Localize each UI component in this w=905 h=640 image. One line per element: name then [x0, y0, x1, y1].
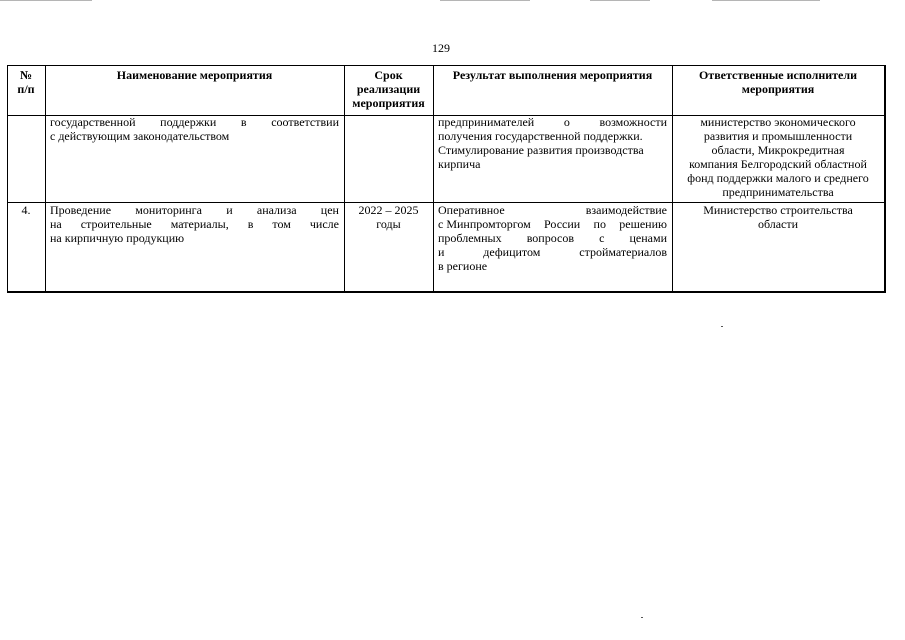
cell-name-line: с действующим законодательством — [50, 129, 230, 143]
word: поддержки — [160, 115, 217, 129]
cell-result-line — [438, 231, 667, 245]
word: предпринимателей — [438, 115, 535, 129]
cell-executors-line: Министерство строительства — [703, 203, 853, 217]
scan-mark — [440, 0, 530, 1]
header-name: Наименование мероприятия — [116, 68, 273, 82]
word: возможности — [599, 115, 667, 129]
word: материалы, — [170, 217, 229, 231]
table-column-rule — [7, 65, 8, 292]
scan-mark — [0, 0, 92, 1]
table-column-rule — [45, 65, 46, 292]
cell-num-line: 4. — [21, 203, 31, 217]
cell-term-line: годы — [376, 217, 401, 231]
page-number: 129 — [432, 41, 450, 55]
word: с Минпромторгом — [438, 217, 531, 231]
cell-result-line: кирпича — [438, 157, 481, 171]
cell-result-line: Стимулирование развития производства — [438, 143, 644, 157]
header-executors: мероприятия — [741, 82, 815, 96]
table-column-rule — [344, 65, 345, 292]
word: ценами — [629, 231, 667, 245]
word: по — [593, 217, 606, 231]
header-num: № — [19, 68, 33, 82]
cell-executors-line: министерство экономического — [700, 115, 856, 129]
scan-mark — [590, 0, 650, 1]
cell-result-line: в регионе — [438, 259, 488, 273]
scan-mark — [712, 0, 820, 1]
word: в — [247, 217, 254, 231]
word: Оперативное — [438, 203, 505, 217]
cell-name-line — [50, 203, 339, 217]
cell-result-line — [438, 115, 667, 129]
word: стройматериалов — [579, 245, 667, 259]
cell-term-line: 2022 – 2025 — [358, 203, 419, 217]
table-row-rule — [7, 291, 886, 293]
cell-result-line — [438, 245, 667, 259]
cell-result-line: получения государственной поддержки. — [438, 129, 643, 143]
header-term: реализации — [356, 82, 421, 96]
cell-name-line: на кирпичную продукцию — [50, 231, 185, 245]
word: мониторинга — [135, 203, 202, 217]
header-executors: Ответственные исполнители — [698, 68, 858, 82]
word: числе — [309, 217, 339, 231]
word: о — [563, 115, 570, 129]
header-num: п/п — [17, 82, 35, 96]
cell-name-line — [50, 217, 339, 231]
word: государственной — [50, 115, 136, 129]
word: решению — [619, 217, 667, 231]
word: в — [240, 115, 247, 129]
cell-executors-line: компания Белгородский областной — [689, 157, 867, 171]
word: анализа — [256, 203, 297, 217]
table-column-rule — [672, 65, 673, 292]
word: с — [599, 231, 605, 245]
cell-executors-line: фонд поддержки малого и среднего — [687, 171, 869, 185]
header-result: Результат выполнения мероприятия — [452, 68, 653, 82]
table-row-rule — [7, 65, 886, 66]
table-column-rule — [884, 65, 886, 292]
word: том — [272, 217, 291, 231]
cell-name-line — [50, 115, 339, 129]
word: и — [438, 245, 445, 259]
word: дефицитом — [483, 245, 541, 259]
cell-executors-line: развития и промышленности — [703, 129, 853, 143]
word: взаимодействие — [585, 203, 667, 217]
cell-result-line — [438, 217, 667, 231]
word: вопросов — [526, 231, 574, 245]
scan-speck — [641, 617, 643, 618]
header-term: Срок — [374, 68, 403, 82]
table-column-rule — [433, 65, 434, 292]
word: цен — [320, 203, 339, 217]
word: проблемных — [438, 231, 502, 245]
word: и — [226, 203, 233, 217]
word: соответствии — [271, 115, 339, 129]
cell-executors-line: области — [757, 217, 799, 231]
header-term: мероприятия — [352, 96, 425, 110]
word: России — [544, 217, 581, 231]
scan-speck — [721, 326, 723, 327]
word: на — [50, 217, 62, 231]
cell-executors-line: области, Микрокредитная — [711, 143, 845, 157]
word: строительные — [80, 217, 152, 231]
word: Проведение — [50, 203, 112, 217]
cell-executors-line: предпринимательства — [722, 185, 834, 199]
cell-result-line — [438, 203, 667, 217]
